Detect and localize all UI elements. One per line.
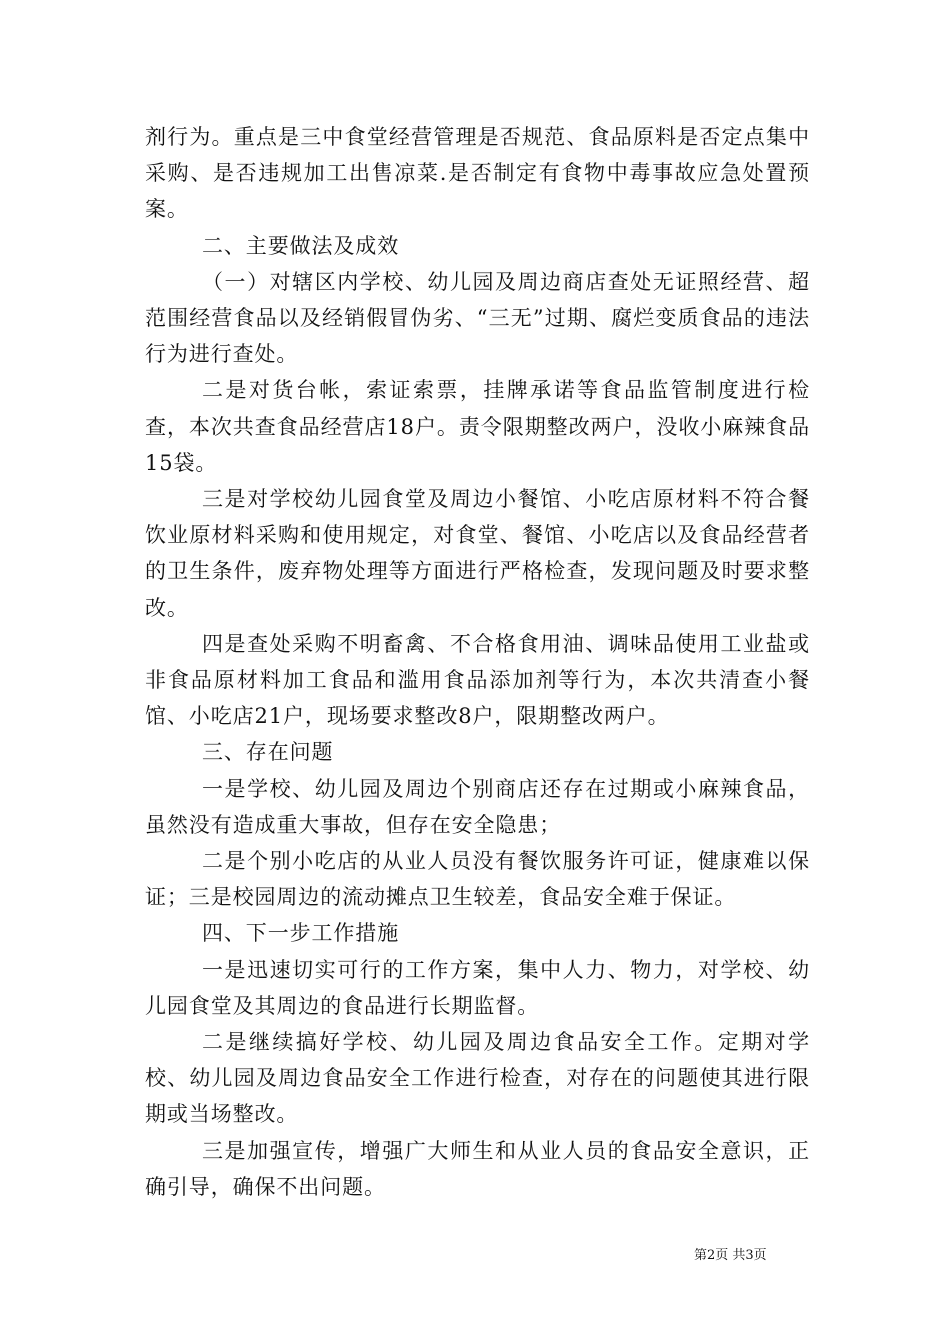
- section-heading-problems: 三、存在问题: [202, 740, 334, 765]
- paragraph-problem-2: 二是个别小吃店的从业人员没有餐饮服务许可证，健康难以保证；三是校园周边的流动摊点卫生较差，食品安全难于保证。: [145, 849, 810, 910]
- section-heading-next-steps: 四、下一步工作措施: [202, 921, 400, 946]
- paragraph-item-4: 四是查处采购不明畜禽、不合格食用油、调味品使用工业盐或非食品原材料加工食品和滥用食品添加剂等行为，本次共清查小餐馆、小吃店21户，现场要求整改8户，限期整改两户。: [145, 631, 810, 729]
- paragraph-step-2: 二是继续搞好学校、幼儿园及周边食品安全工作。定期对学校、幼儿园及周边食品安全工作进行检查，对存在的问题使其进行限期或当场整改。: [145, 1030, 810, 1127]
- paragraph-item-3: 三是对学校幼儿园食堂及周边小餐馆、小吃店原材料不符合餐饮业原材料采购和使用规定，对食堂、餐馆、小吃店以及食品经营者的卫生条件，废弃物处理等方面进行严格检查，发现问题及时要求整改。: [145, 487, 810, 620]
- page-number-footer: 第2页 共3页: [694, 1248, 767, 1263]
- paragraph-continuation: 剂行为。重点是三中食堂经营管理是否规范、食品原料是否定点集中采购、是否违规加工出售凉菜.是否制定有食物中毒事故应急处置预案。: [145, 125, 810, 222]
- document-body: [145, 119, 810, 1205]
- paragraph-item-1: （一）对辖区内学校、幼儿园及周边商店查处无证照经营、超范围经营食品以及经销假冒伪劣、“三无”过期、腐烂变质食品的违法行为进行查处。: [145, 269, 810, 367]
- section-heading-measures: 二、主要做法及成效: [202, 233, 400, 258]
- paragraph-item-2: 二是对货台帐，索证索票，挂牌承诺等食品监管制度进行检查，本次共查食品经营店18户。责令限期整改两户，没收小麻辣食品15袋。: [145, 378, 810, 475]
- paragraph-problem-1: 一是学校、幼儿园及周边个别商店还存在过期或小麻辣食品，虽然没有造成重大事故，但存在安全隐患；: [145, 776, 810, 837]
- paragraph-step-1: 一是迅速切实可行的工作方案，集中人力、物力，对学校、幼儿园食堂及其周边的食品进行长期监督。: [145, 957, 810, 1018]
- paragraph-step-3: 三是加强宣传，增强广大师生和从业人员的食品安全意识，正确引导，确保不出问题。: [145, 1138, 810, 1199]
